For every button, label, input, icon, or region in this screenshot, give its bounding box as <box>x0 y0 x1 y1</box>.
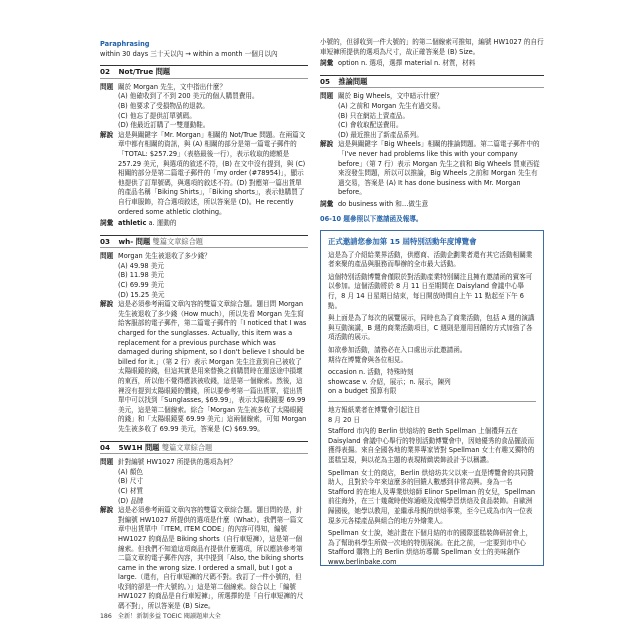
article-paragraph: Spellman 女士說，她計畫在下個月結的市的國際蛋糕裝飾研討會上，為了幫助料學生所做一次地的特別展演。在此之前，一定要到市中心 Stafford 購物上的 Berlin 烘焙坊導購 Spellman 女士的美味創作 www.berlinbake.com <box>328 529 533 566</box>
explanation-text: 這是必須參考兩篇文章內容的雙篇文章綜合題。題目問的是，針對編號 HW1027 所提供的選項是什麼（What）。我們第一篇文章中出貨單中「ITEM, ITEM CODE」的內容可得知，編號 HW1027 的商品是 Biking shorts（自行車短褲），這是第一個線索。但我們不知道這項商品有提供什麼選項，所以應該參考第二篇文章的電子郵件內容，其中提到「Also, the biking shorts came in the wrong size. I ordered a small, but I got a large.（還有，自行車短褲的尺碼不對。我訂了一件小號的，但收到的卻是一件大號的。）」這是第二個線索。綜合以上「編號 HW1027 的商品是自行車短褲」，所選擇的是「自行車短褲的尺碼不對」，所以答案是 (B) Size。 <box>118 506 304 611</box>
vocab-label: 詞彙 <box>320 59 334 68</box>
invitation-paragraph: 如欲參加活動，請務必在入口處出示此邀請函。 <box>328 346 467 355</box>
option: (C) 材質 <box>118 486 144 495</box>
page-number: 186 <box>100 613 112 621</box>
option: (A) 49.98 美元 <box>118 261 164 270</box>
invitation-paragraph: 這個特別活動博覽會僅限於對活動產業特別關注且擁有邀請函的賓客可以參加。這個活動將於 8 月 11 日至期間在 Daisyland 會議中心舉行，8 月 14 日星期日結束，每日開放時間自上午 11 點起至下午 6 點。 <box>328 272 533 310</box>
explanation-label: 解說 <box>100 300 114 309</box>
section-header-q02 <box>100 65 308 79</box>
option: (D) 品牌 <box>118 496 144 505</box>
option: (B) 11.98 美元 <box>118 271 164 280</box>
option: (D) 最近推出了新產品系列。 <box>338 130 423 139</box>
question-tag: 雙篇文章綜合題 <box>161 442 213 452</box>
question-number: 03 <box>100 236 111 246</box>
explanation-row <box>100 131 308 217</box>
vocab-label: 詞彙 <box>100 219 114 228</box>
option: (B) 他要求了受損物品的退款。 <box>118 101 209 110</box>
question-row <box>100 252 308 262</box>
invitation-title: 正式邀請您參加第 15 屆特別活動年度博覽會 <box>328 237 477 247</box>
section-header-q04 <box>100 441 308 455</box>
vocab-row <box>320 200 544 210</box>
explanation-row <box>100 506 308 612</box>
option: (D) 15.25 美元 <box>118 290 165 299</box>
question-number: 04 <box>100 442 111 452</box>
question-text: Morgan 先生被退收了多少錢？ <box>118 252 211 261</box>
article-date: 8 月 20 日 <box>328 415 361 424</box>
book-page <box>100 38 546 622</box>
option: (C) 會收取配送費用。 <box>338 121 403 130</box>
option: (B) 尺寸 <box>118 477 143 486</box>
divider <box>328 401 536 402</box>
question-type: Not/True 問題 <box>118 67 171 77</box>
vocab-label: 詞彙 <box>320 199 334 208</box>
question-row <box>100 458 308 468</box>
vocab-item: showcase v. 介紹，展示；n. 展示，陳列 <box>328 377 451 386</box>
question-label: 問題 <box>100 82 114 91</box>
passage-set-heading: 06-10 題參照以下邀請函及報導。 <box>320 214 423 223</box>
vocab-list <box>328 368 536 397</box>
paraphrasing-box <box>100 40 308 59</box>
vocab-text: option n. 選項，選擇 material n. 材質，材料 <box>338 59 476 68</box>
book-title: 全新！新制多益 TOEIC 閱讀題庫大全 <box>117 613 221 621</box>
vocab-row <box>100 219 308 229</box>
option: (B) 只在網站上賣產品。 <box>338 111 410 120</box>
option: (C) 69.99 美元 <box>118 281 165 290</box>
question-row <box>100 83 308 93</box>
question-label: 問題 <box>100 458 114 467</box>
vocab-word: athletic <box>118 219 147 228</box>
question-label: 問題 <box>100 252 114 261</box>
invitation-paragraph: 期待在博覽會與各位相見。 <box>328 355 408 364</box>
invitation-paragraph: 與上面是為了每次的展覽展示，同時也為了商業活動，包括 A 週的演講與互動演講，B 週的商業活動項目，C 週則是運用回饋的方式加強了各項活動的展示。 <box>328 314 535 342</box>
option: (A) 他確收到了不到 200 美元的個人購買費用。 <box>118 92 259 101</box>
paraphrasing-heading: Paraphrasing <box>100 40 150 48</box>
explanation-text: 這是與關鍵字「Mr. Morgan」相關的 Not/True 問題。在兩篇文章中都有相關的資訊，與 (A) 相關的部分是第一篇電子郵件的「TOTAL: $257.29」（表格最後一行），表示收取的總額是 257.29 美元，與選項的敘述不符，(B) 在文中沒有提到，與 (C) 相關的部分是第二篇電子郵件的「my order (#78954)」，顯示他提供了訂單號碼，與選項的敘述不符。(D) 對應第一篇出貨單的產品名稱「Biking Shirts」，「Biking shorts」，表示他購買了自行車服飾，符合選項敘述，所以答案是 (D)。He recently ordered some athletic clothing。 <box>118 130 306 216</box>
question-type: 5W1H 問題 <box>118 442 160 452</box>
right-column <box>320 38 544 566</box>
paraphrasing-line: within 30 days 三十天以內 → within a month 一個月以內 <box>100 49 278 58</box>
vocab-row <box>320 59 544 69</box>
article-paragraph: Stafford 市內的 Berlin 烘焙坊的 Beth Spellman 上個禮拜五在 Daisyland 會議中心舉行的特別活動博覽會中，因她優秀的食品擺設而獲得表揚。來自全國各地的業界專家皆對 Spellman 女士有趣又獨特的蛋糕呈現，與以花為主題的表現精緻裝飾設計予以稱讚。 <box>328 427 535 464</box>
vocab-item: on a budget 預算有限 <box>328 387 397 396</box>
explanation-text: 這是與關鍵字「Big Wheels」相關的推論問題。第二篇電子郵件中的「I've never had problems like this with your company before」（第 7 行）表示 Morgan 先生之前和 Big Wheels 買東西從來沒發生問題，所以可以推論，Big Wheels 之前和 Morgan 先生有過交易，答案是 (A) It has done business with Mr. Morgan before。 <box>338 140 540 197</box>
page-footer <box>100 612 221 622</box>
explanation-row <box>320 140 544 198</box>
article-title: 地方報紙業者在博覽會引起注目 <box>328 406 421 414</box>
question-text: 針對編號 HW1027 所提供的選項為何？ <box>118 458 237 467</box>
question-text: 關於 Big Wheels，文中暗示什麼？ <box>338 92 443 101</box>
option: (C) 他忘了提供訂單號碼。 <box>118 111 196 120</box>
passage-box <box>320 230 544 566</box>
continued-explanation: 小號的，但卻收到一件大號的」的第二個線索可推知，編號 HW1027 的自行車短褲所提供的選項為尺寸，故正確答案是 (B) Size。 <box>320 38 544 56</box>
vocab-definition: a. 運動的 <box>148 219 177 228</box>
option: (D) 他最近訂購了一雙運動鞋。 <box>118 121 210 130</box>
section-header-q05 <box>320 75 544 89</box>
question-type: wh- 問題 <box>118 236 151 246</box>
section-header-q03 <box>100 235 308 249</box>
question-label: 問題 <box>320 92 334 101</box>
vocab-text: do business with 和…做生意 <box>338 199 429 208</box>
explanation-label: 解說 <box>100 506 114 515</box>
question-number: 05 <box>320 76 331 86</box>
explanation-label: 解說 <box>320 140 334 149</box>
option: (A) 之前和 Morgan 先生有過交易。 <box>338 101 445 110</box>
left-column <box>100 38 308 612</box>
explanation-row <box>100 300 308 434</box>
question-text: 關於 Morgan 先生，文中指出什麼？ <box>118 82 227 91</box>
explanation-text: 這是必須參考兩篇文章內容的雙篇文章綜合題。題目問 Morgan 先生被退收了多少錢（How much），所以先看 Morgan 先生寫給客服部的電子郵件，第二篇電子郵件的「I noticed that I was charged for the sunglasses. Actually, this item was a replacement for a previous purchase which was damaged during shipment, so I don't believe I should be billed for it.」（第 2 行）表示 Morgan 先生注意到自己被收了太陽眼鏡的錢，但這其實是用來替換之前購買時在運送途中損壞的東西，所以他不覺得應該被收錢，這是第一個線索。然後，這裡沒有提到太陽眼鏡的價錢，所以要參考第一篇出貨單，從出貨單中可以找到「Sunglasses, $69.99」，表示太陽眼鏡要 69.99 美元，這是第二個線索。綜合「Morgan 先生被多收了太陽眼鏡的錢」和「太陽眼鏡要 69.99 美元」這兩個線索，可知 Morgan 先生被多收了 69.99 美元，答案是 (C) $69.99。 <box>118 300 307 433</box>
question-tag: 雙篇文章綜合題 <box>152 236 203 246</box>
invitation-paragraph: 這是為了介紹給業界活動，供應商、活動企劃業者還有其它活動相關業者來聚的產品與服務而舉辦的全市最大活動。 <box>328 250 533 269</box>
vocab-item: occasion n. 活動，特殊時刻 <box>328 368 414 377</box>
question-type: 推論問題 <box>338 76 368 86</box>
article-paragraph: Spellman 女士的商店，Berlin 烘焙坊共父以來一直是博覽會的共同贊助人，且對於今年來這麼多的回饋人數感到非常高興。身為一名 Stafford 的在地人及專業烘焙師 Elinor Spellman 的女兒，Spellman 前往海外，在三十幾歲時使妳通曉及流暢學習烘焙及食品裝飾。自歐洲歸國後，她學以教用，並繼承母親的烘焙事業，至今已成為市內一位表現多元各樣產品與組合的地方外燴業人。 <box>328 468 536 525</box>
option: (A) 顏色 <box>118 467 143 476</box>
question-row <box>320 92 544 102</box>
question-number: 02 <box>100 67 111 77</box>
explanation-label: 解說 <box>100 130 114 139</box>
